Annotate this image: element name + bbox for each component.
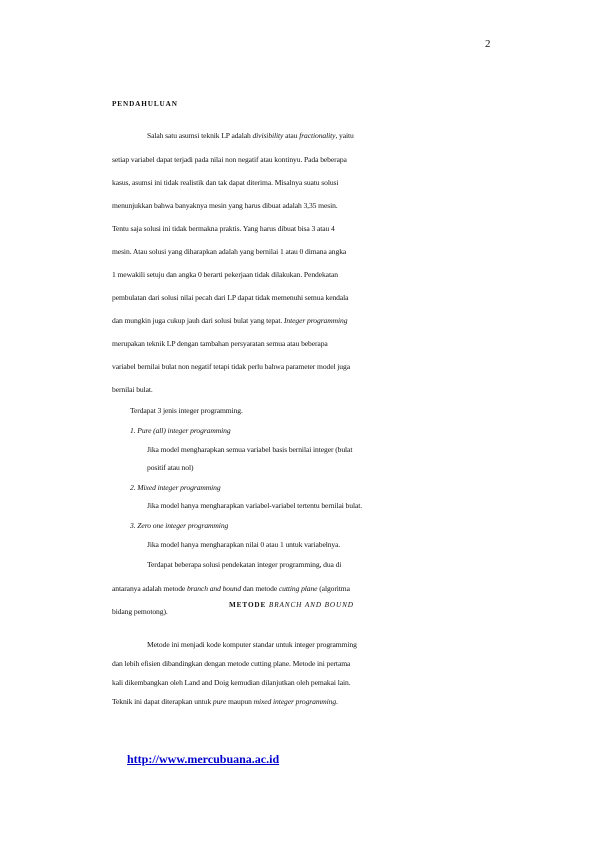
text-run: Teknik ini dapat diterapkan untuk xyxy=(112,697,213,706)
text-run: dan metode xyxy=(241,584,279,593)
italic-text: pure xyxy=(212,697,227,706)
branch-bound-paragraph-line xyxy=(112,659,350,668)
italic-text: 3. Zero one integer programming xyxy=(130,521,229,530)
italic-text: branch and bound xyxy=(186,584,242,593)
text-run: dan mungkin juga cukup jauh dari solusi bulat yang tepat. xyxy=(112,316,284,325)
italic-text: Integer programming xyxy=(284,316,348,325)
text-run: kali dikembangkan oleh Land and Doig kemudian dilanjutkan oleh pemakai lain. xyxy=(112,678,351,687)
italic-text: 2. Mixed integer programming xyxy=(130,483,221,492)
text-run: (algoritma xyxy=(317,584,350,593)
text-run: 1 mewakili setuju dan angka 0 berarti pekerjaan tidak dilakukan. Pendekatan xyxy=(112,270,338,279)
text-run: pembulatan dari solusi nilai pecah dari LP dapat tidak memenuhi semua kendala xyxy=(112,293,349,302)
italic-text: 1. Pure (all) integer programming xyxy=(130,426,231,435)
text-run: mesin. Atau solusi yang diharapkan adalah yang bernilai 1 atau 0 dimana angka xyxy=(112,247,347,256)
pendahuluan-paragraph-line xyxy=(112,224,335,233)
pendahuluan-paragraph-line xyxy=(112,178,338,187)
pendahuluan-paragraph-line xyxy=(112,316,347,325)
text-run: Salah satu asumsi teknik LP adalah xyxy=(147,131,253,140)
text-run: setiap variabel dapat terjadi pada nilai non negatif atau kontinyu. Pada beberapa xyxy=(112,155,347,164)
pendahuluan-paragraph-line xyxy=(147,463,193,472)
text-run: antaranya adalah metode xyxy=(112,584,187,593)
text-run: Terdapat beberapa solusi pendekatan integer programming, dua di xyxy=(147,560,342,569)
pendahuluan-paragraph-line xyxy=(112,339,328,348)
text-run: variabel bernilai bulat non negatif tetapi tidak perlu bahwa parameter model juga xyxy=(112,362,350,371)
section-title-italic-part: BRANCH AND BOUND xyxy=(268,601,354,609)
section-title-pendahuluan: PENDAHULUAN xyxy=(112,100,178,108)
section-title-branch-and-bound xyxy=(229,601,354,609)
text-run: bernilai bulat. xyxy=(112,385,153,394)
pendahuluan-paragraph-line xyxy=(147,131,354,140)
pendahuluan-paragraph-line xyxy=(112,385,153,394)
branch-bound-paragraph-line xyxy=(112,678,351,687)
italic-text: mixed integer programming xyxy=(253,697,337,706)
text-run: kasus, asumsi ini tidak realistik dan tak dapat diterima. Misalnya suatu solusi xyxy=(112,178,339,187)
section-title-bold-part: METODE xyxy=(229,601,269,609)
text-run: merupakan teknik LP dengan tambahan persyaratan semua atau beberapa xyxy=(112,339,328,348)
text-run: Jika model hanya mengharapkan nilai 0 atau 1 untuk variabelnya. xyxy=(147,540,341,549)
italic-text: cutting plane xyxy=(278,584,318,593)
pendahuluan-paragraph-line xyxy=(147,560,341,569)
italic-text: fractionality xyxy=(299,131,336,140)
text-run: menunjukkan bahwa banyaknya mesin yang harus dibuat adalah 3,35 mesin. xyxy=(112,201,338,210)
pendahuluan-paragraph-line xyxy=(112,270,338,279)
text-run: atau xyxy=(283,131,300,140)
pendahuluan-paragraph-line xyxy=(130,483,221,492)
text-run: , yaitu xyxy=(335,131,354,140)
pendahuluan-paragraph-line xyxy=(112,362,350,371)
pendahuluan-paragraph-line xyxy=(130,521,228,530)
pendahuluan-paragraph-line xyxy=(112,584,350,593)
branch-bound-paragraph-line xyxy=(112,697,338,706)
pendahuluan-paragraph-line xyxy=(112,293,348,302)
pendahuluan-paragraph-line xyxy=(147,540,340,549)
pendahuluan-paragraph-line xyxy=(147,501,362,510)
text-run: Tentu saja solusi ini tidak bermakna praktis. Yang harus dibuat bisa 3 atau 4 xyxy=(112,224,335,233)
pendahuluan-paragraph-line xyxy=(112,607,168,616)
pendahuluan-paragraph-line xyxy=(130,426,231,435)
text-run: positif atau nol) xyxy=(147,463,194,472)
text-run: bidang pemotong). xyxy=(112,607,168,616)
footer-website-link[interactable]: http://www.mercubuana.ac.id xyxy=(127,752,280,766)
pendahuluan-paragraph-line xyxy=(147,445,352,454)
text-run: Terdapat 3 jenis integer programming. xyxy=(130,406,243,415)
italic-text: divisibility xyxy=(252,131,284,140)
text-run: dan lebih efisien dibandingkan dengan metode cutting plane. Metode ini pertama xyxy=(112,659,351,668)
branch-bound-paragraph-line xyxy=(147,640,357,649)
text-run: maupun xyxy=(226,697,254,706)
text-run: . xyxy=(336,697,338,706)
pendahuluan-paragraph-line xyxy=(112,247,346,256)
pendahuluan-paragraph-line xyxy=(130,406,243,415)
pendahuluan-paragraph-line xyxy=(112,155,347,164)
pendahuluan-paragraph-line xyxy=(112,201,338,210)
text-run: Jika model mengharapkan semua variabel basis bernilai integer (bulat xyxy=(147,445,353,454)
text-run: Jika model hanya mengharapkan variabel-variabel tertentu bernilai bulat. xyxy=(147,501,363,510)
page-number: 2 xyxy=(485,38,491,50)
text-run: Metode ini menjadi kode komputer standar untuk integer programming xyxy=(147,640,357,649)
